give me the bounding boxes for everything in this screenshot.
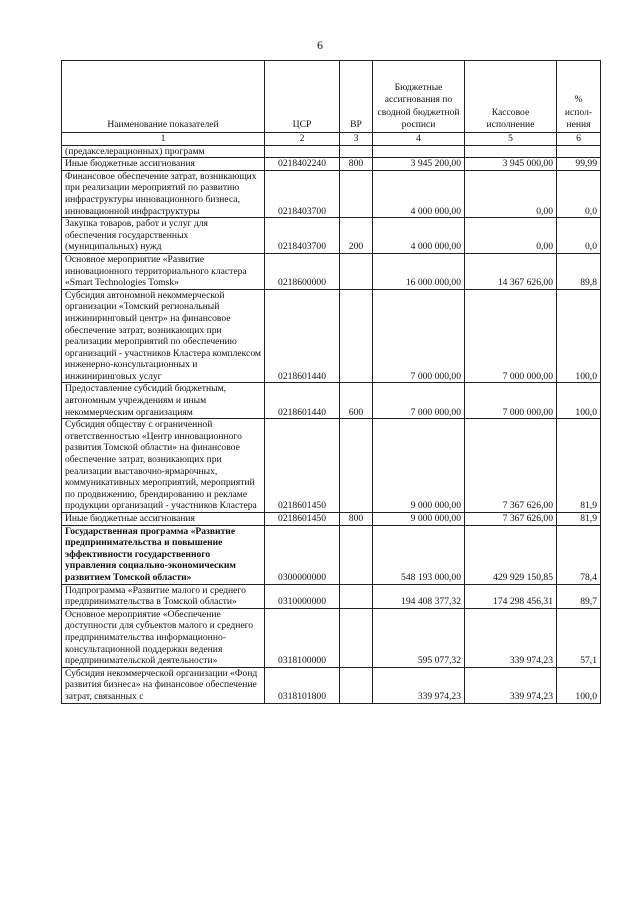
header-name: Наименование показателей — [62, 61, 265, 133]
row-name: Субсидия автономной некоммерческой организации «Томский региональный инжиниринговый центр» на финансовое обеспечение затрат, возникающих при реализации мероприятий по обеспечению организаций - участников Кластера комплексом инженерно-консультационных и инжиниринговых услуг — [62, 289, 265, 383]
header-budget: Бюджетные ассигнования по сводной бюджетной росписи — [373, 61, 465, 133]
column-index-4: 4 — [373, 133, 465, 146]
row-cash — [465, 145, 557, 158]
budget-execution-table — [61, 60, 601, 704]
row-vr: 800 — [340, 513, 373, 526]
row-budget: 9 000 000,00 — [373, 419, 465, 513]
row-vr — [340, 253, 373, 289]
row-budget: 4 000 000,00 — [373, 218, 465, 254]
row-cash: 339 974,23 — [465, 608, 557, 667]
row-csr: 0218601450 — [265, 419, 340, 513]
row-percent: 0,0 — [557, 218, 601, 254]
row-cash: 0,00 — [465, 218, 557, 254]
row-cash: 174 298 456,31 — [465, 584, 557, 608]
row-budget — [373, 145, 465, 158]
row-cash: 339 974,23 — [465, 667, 557, 703]
row-vr — [340, 419, 373, 513]
row-percent: 81,9 — [557, 513, 601, 526]
table-row — [62, 158, 601, 171]
row-budget: 7 000 000,00 — [373, 289, 465, 383]
row-budget: 9 000 000,00 — [373, 513, 465, 526]
row-name: Закупка товаров, работ и услуг для обеспечения государственных (муниципальных) нужд — [62, 218, 265, 254]
row-vr — [340, 608, 373, 667]
row-name: Субсидия некоммерческой организации «Фонд развития бизнеса» на финансовое обеспечение затрат, связанных с — [62, 667, 265, 703]
row-csr: 0318101800 — [265, 667, 340, 703]
header-vr: ВР — [340, 61, 373, 133]
column-index-6: 6 — [557, 133, 601, 146]
row-percent: 0,0 — [557, 170, 601, 217]
row-budget: 16 000 000,00 — [373, 253, 465, 289]
table-row — [62, 584, 601, 608]
header-csr: ЦСР — [265, 61, 340, 133]
row-csr: 0310000000 — [265, 584, 340, 608]
row-vr — [340, 289, 373, 383]
row-budget: 3 945 200,00 — [373, 158, 465, 171]
row-csr: 0218600000 — [265, 253, 340, 289]
row-cash: 7 000 000,00 — [465, 289, 557, 383]
page-number: 6 — [317, 38, 323, 52]
row-name: Государственная программа «Развитие предпринимательства и повышение эффективности государственного управления социально-экономическим развитием Томской области» — [62, 525, 265, 584]
row-percent — [557, 145, 601, 158]
row-name: Предоставление субсидий бюджетным, автономным учреждениям и иным некоммерческим организациям — [62, 383, 265, 419]
row-percent: 81,9 — [557, 419, 601, 513]
row-csr: 0218601440 — [265, 383, 340, 419]
row-name: Основное мероприятие «Развитие инновационного территориального кластера «Smart Technologies Tomsk» — [62, 253, 265, 289]
row-percent: 89,7 — [557, 584, 601, 608]
row-cash: 3 945 000,00 — [465, 158, 557, 171]
column-index-1: 1 — [62, 133, 265, 146]
row-percent: 100,0 — [557, 383, 601, 419]
table-row — [62, 289, 601, 383]
table-row — [62, 513, 601, 526]
row-vr — [340, 584, 373, 608]
row-csr: 0218403700 — [265, 218, 340, 254]
table-row — [62, 170, 601, 217]
table-row — [62, 253, 601, 289]
row-percent: 100,0 — [557, 289, 601, 383]
row-cash: 429 929 150,85 — [465, 525, 557, 584]
row-budget: 548 193 000,00 — [373, 525, 465, 584]
row-budget: 339 974,23 — [373, 667, 465, 703]
row-name: Субсидия обществу с ограниченной ответственностью «Центр инновационного развития Томской области» на финансовое обеспечение затрат, возникающих при реализации выставочно-ярмарочных, коммуникативных мероприятий, мероприятий по продвижению, брендированию и рекламе продукции организаций - участников Кластера — [62, 419, 265, 513]
row-budget: 194 408 377,32 — [373, 584, 465, 608]
row-name: Иные бюджетные ассигнования — [62, 158, 265, 171]
row-percent: 57,1 — [557, 608, 601, 667]
row-name: (предакселерационных) программ — [62, 145, 265, 158]
row-budget: 4 000 000,00 — [373, 170, 465, 217]
row-percent: 78,4 — [557, 525, 601, 584]
row-name: Финансовое обеспечение затрат, возникающих при реализации мероприятий по развитию инфраструктуры инновационного бизнеса, инновационной инфраструктуры — [62, 170, 265, 217]
row-cash: 0,00 — [465, 170, 557, 217]
row-csr: 0218403700 — [265, 170, 340, 217]
row-budget: 595 077,32 — [373, 608, 465, 667]
row-budget: 7 000 000,00 — [373, 383, 465, 419]
row-name: Подпрограмма «Развитие малого и среднего предпринимательства в Томской области» — [62, 584, 265, 608]
column-index-5: 5 — [465, 133, 557, 146]
row-csr — [265, 145, 340, 158]
row-csr: 0218601450 — [265, 513, 340, 526]
header-percent: % испол-нения — [557, 61, 601, 133]
row-csr: 0218601440 — [265, 289, 340, 383]
row-vr: 200 — [340, 218, 373, 254]
row-name: Основное мероприятие «Обеспечение доступности для субъектов малого и среднего предпринимательства информационно-консультационной поддержки ведения предпринимательской деятельности» — [62, 608, 265, 667]
row-cash: 7 000 000,00 — [465, 383, 557, 419]
table-row — [62, 145, 601, 158]
row-vr: 600 — [340, 383, 373, 419]
row-csr: 0300000000 — [265, 525, 340, 584]
row-vr — [340, 145, 373, 158]
row-csr: 0218402240 — [265, 158, 340, 171]
column-index-2: 2 — [265, 133, 340, 146]
table-row — [62, 608, 601, 667]
table-header-row — [62, 61, 601, 133]
column-index-3: 3 — [340, 133, 373, 146]
table-row — [62, 383, 601, 419]
table-row — [62, 419, 601, 513]
row-cash: 7 367 626,00 — [465, 513, 557, 526]
row-percent: 89,8 — [557, 253, 601, 289]
header-cash: Кассовое исполнение — [465, 61, 557, 133]
row-vr — [340, 667, 373, 703]
row-vr — [340, 525, 373, 584]
table-row — [62, 525, 601, 584]
row-percent: 100,0 — [557, 667, 601, 703]
column-index-row — [62, 133, 601, 146]
row-cash: 14 367 626,00 — [465, 253, 557, 289]
row-vr: 800 — [340, 158, 373, 171]
row-vr — [340, 170, 373, 217]
row-name: Иные бюджетные ассигнования — [62, 513, 265, 526]
table-row — [62, 218, 601, 254]
row-percent: 99,99 — [557, 158, 601, 171]
table-row — [62, 667, 601, 703]
row-csr: 0318100000 — [265, 608, 340, 667]
row-cash: 7 367 626,00 — [465, 419, 557, 513]
